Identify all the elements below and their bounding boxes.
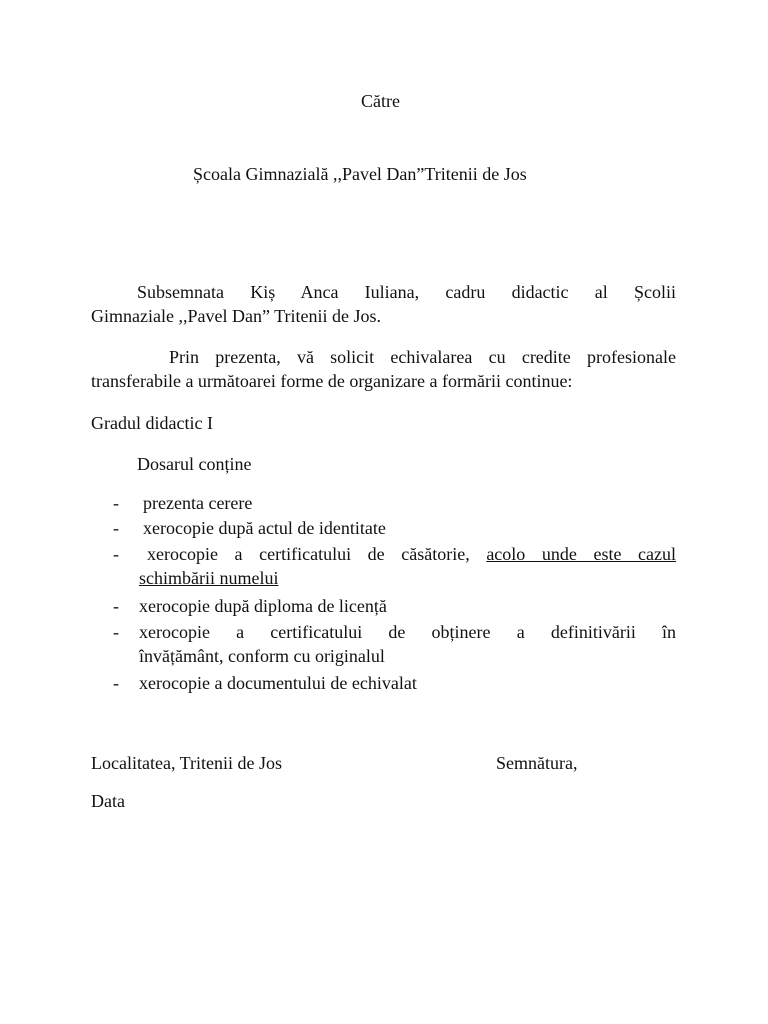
list-item-5-line-2: învățământ, conform cu originalul [139,646,385,666]
list-item-3-line-1 [139,542,676,566]
list-item-3-underlined-2: schimbării numelui [139,568,279,588]
list-item-5 [139,620,676,668]
list-item-3 [139,542,676,590]
paragraph-intro [91,280,676,328]
locality: Localitatea, Tritenii de Jos [91,753,282,773]
didactic-grade: Gradul didactic I [91,413,213,433]
list-item-2-text: xerocopie după actul de identitate [143,518,386,538]
paragraph-request-line-1: Prin prezenta, vă solicit echivalarea cu credite profesionale [169,347,676,367]
date-label: Data [91,791,125,811]
dossier-heading: Dosarul conține [137,454,252,474]
list-dash: - [113,493,119,513]
list-item-2 [143,516,680,540]
list-dash: - [113,518,119,538]
list-item-3-line-2 [139,566,676,590]
institution-name: Școala Gimnazială ,,Pavel Dan”Tritenii de Jos [193,164,527,184]
list-item-1 [143,491,680,515]
paragraph-intro-line-2: Gimnaziale ,,Pavel Dan” Tritenii de Jos. [91,306,381,326]
addressee-label: Către [361,91,400,111]
paragraph-request-line-2: transferabile a următoarei forme de organizare a formării continue: [91,371,573,391]
list-dash: - [113,622,119,642]
list-dash: - [113,673,119,693]
list-dash: - [113,596,119,616]
list-item-6 [139,671,676,695]
paragraph-intro-line-1: Subsemnata Kiș Anca Iuliana, cadru didactic al Școlii [137,282,676,302]
list-item-6-text: xerocopie a documentului de echivalat [139,673,417,693]
list-item-1-text: prezenta cerere [143,493,253,513]
list-dash: - [113,544,119,564]
list-item-5-line-1: xerocopie a certificatului de obținere a definitivării în [139,622,676,642]
list-item-4 [139,594,676,618]
list-item-3-underlined-1: acolo unde este cazul [486,544,677,564]
list-item-4-text: xerocopie după diploma de licență [139,596,387,616]
list-item-3-plain: xerocopie a certificatului de căsătorie, [147,544,470,564]
signature-label: Semnătura, [496,753,578,773]
paragraph-request [91,345,676,393]
